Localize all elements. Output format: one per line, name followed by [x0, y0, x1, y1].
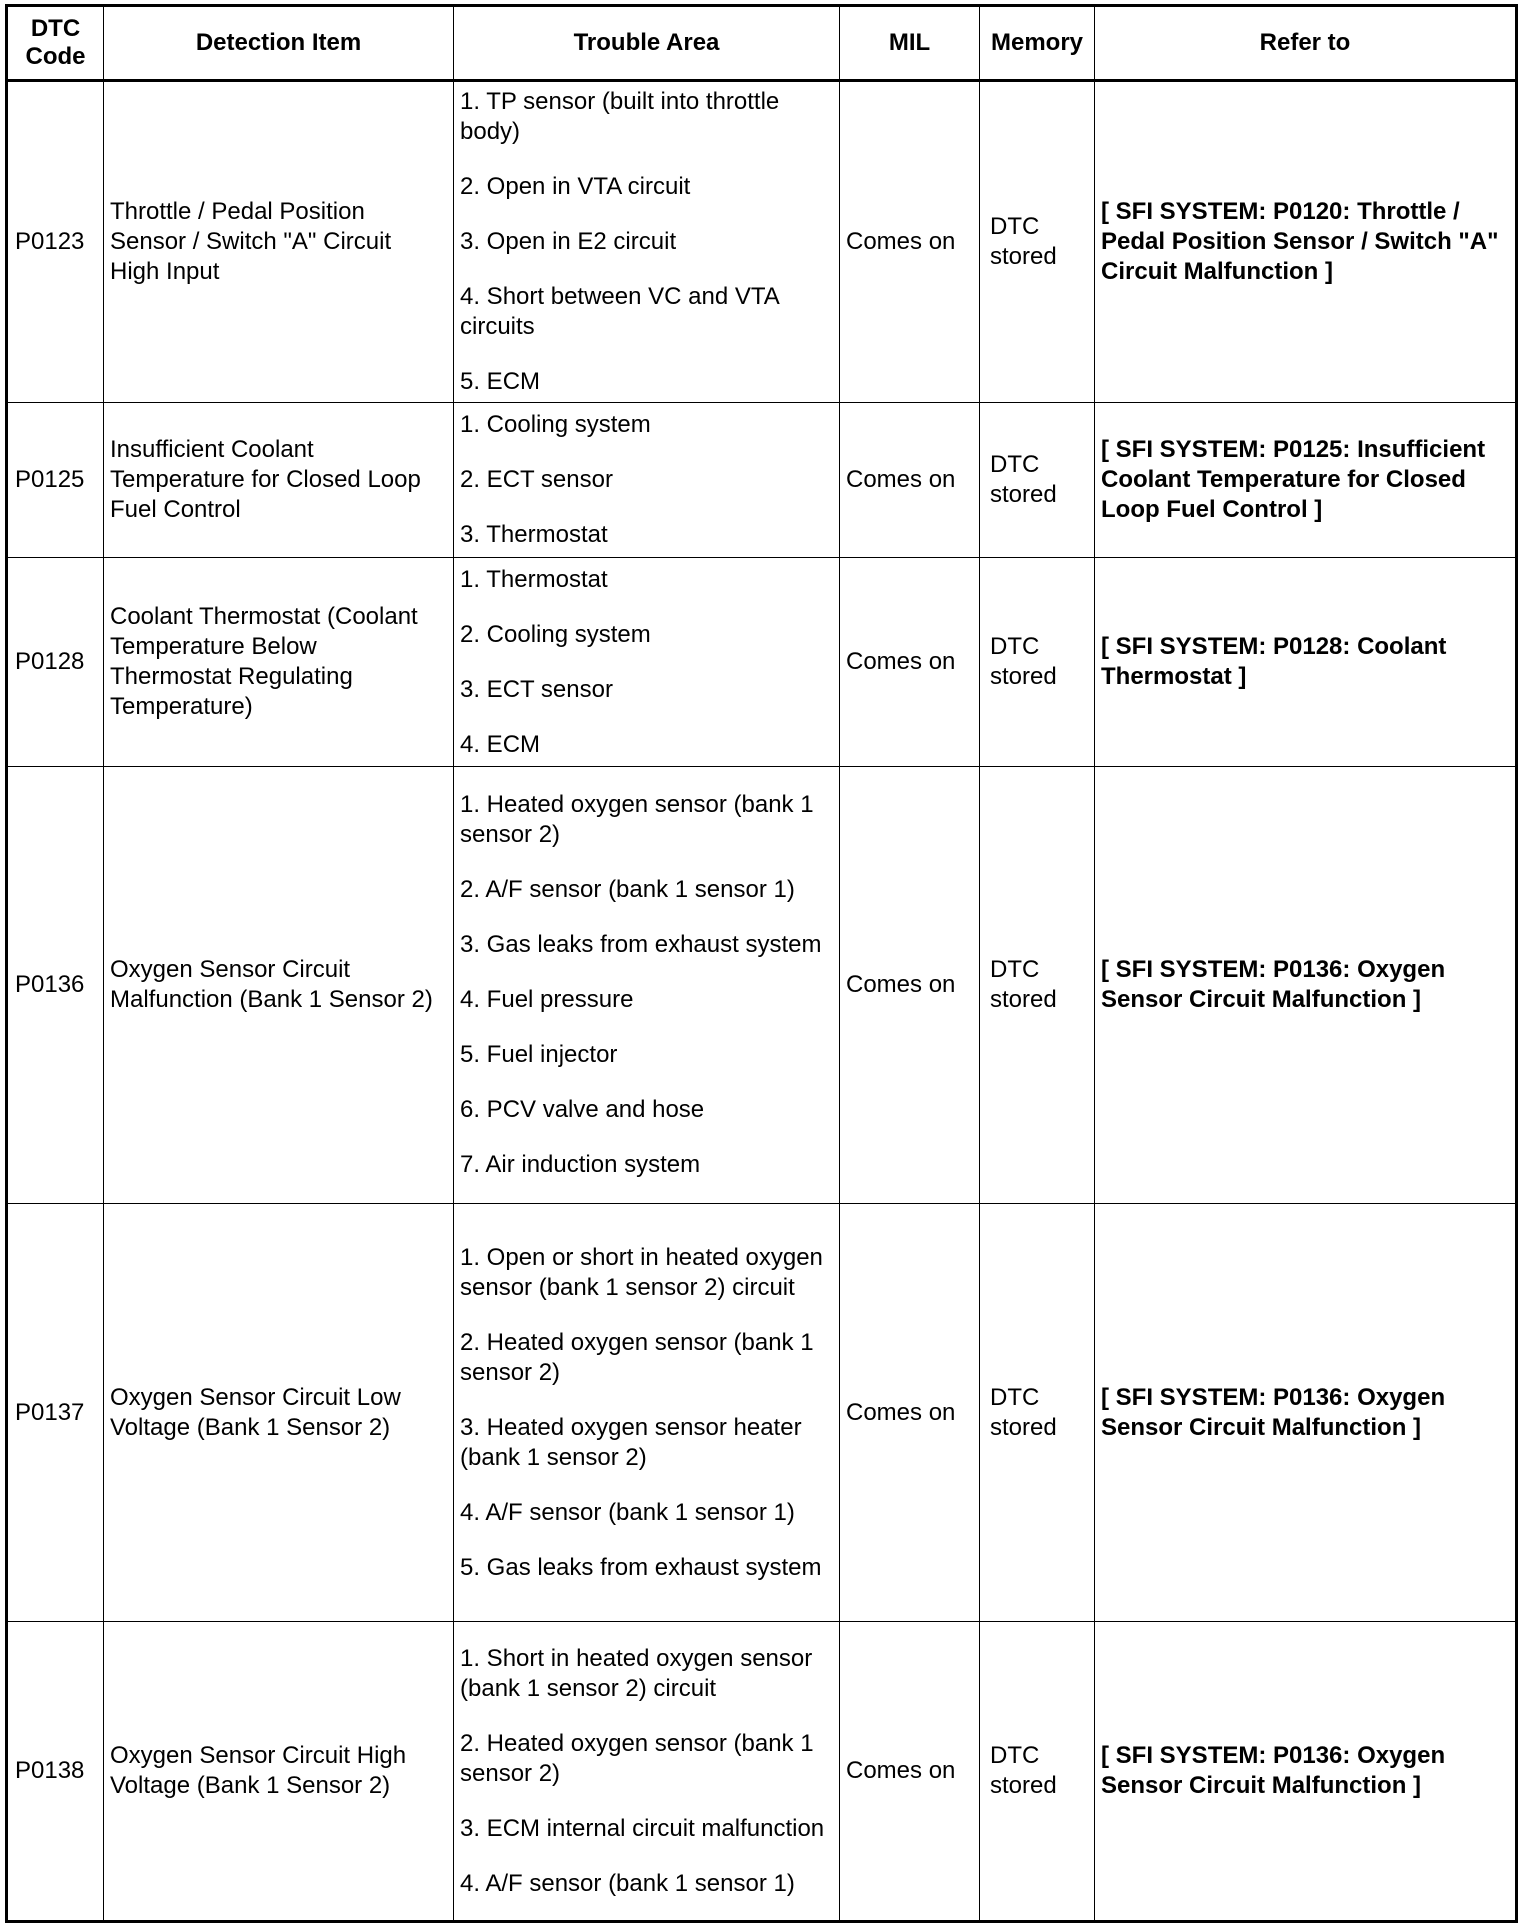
memory-cell — [980, 403, 1095, 558]
refer-to-cell: [ SFI SYSTEM: P0136: Oxygen Sensor Circuit Malfunction ] — [1095, 767, 1517, 1204]
memory-line: DTC — [990, 451, 1040, 478]
trouble-area-item: 2. ECT sensor — [460, 466, 613, 493]
mil-cell: Comes on — [840, 1204, 980, 1622]
memory-cell — [980, 558, 1095, 767]
table-row — [7, 558, 1517, 767]
trouble-area-item: 2. Heated oxygen sensor (bank 1 sensor 2) — [460, 1729, 814, 1787]
memory-line: stored — [990, 1772, 1057, 1799]
mil-cell: Comes on — [840, 558, 980, 767]
trouble-area-item: 4. A/F sensor (bank 1 sensor 1) — [460, 1869, 795, 1897]
trouble-area-item: 2. A/F sensor (bank 1 sensor 1) — [460, 876, 795, 903]
trouble-area-item: 3. Heated oxygen sensor heater (bank 1 sensor 2) — [460, 1413, 802, 1471]
header-trouble-area: Trouble Area — [454, 6, 840, 81]
header-detection-item: Detection Item — [104, 6, 454, 81]
header-memory: Memory — [980, 6, 1095, 81]
refer-to-cell: [ SFI SYSTEM: P0128: Coolant Thermostat ] — [1095, 558, 1517, 767]
trouble-area-item: 4. Short between VC and VTA circuits — [460, 283, 779, 340]
table-row — [7, 81, 1517, 403]
mil-cell: Comes on — [840, 1622, 980, 1922]
trouble-area-cell — [454, 1204, 840, 1622]
detection-item-cell: Oxygen Sensor Circuit High Voltage (Bank 1 Sensor 2) — [104, 1622, 454, 1922]
header-row — [7, 6, 1517, 81]
trouble-area-item: 3. ECM internal circuit malfunction — [460, 1814, 825, 1842]
memory-line: DTC — [990, 213, 1040, 240]
trouble-area-item: 3. Gas leaks from exhaust system — [460, 931, 822, 958]
header-refer-to: Refer to — [1095, 6, 1517, 81]
dtc-code-cell: P0123 — [7, 81, 104, 403]
memory-cell — [980, 81, 1095, 403]
refer-to-cell: [ SFI SYSTEM: P0136: Oxygen Sensor Circuit Malfunction ] — [1095, 1204, 1517, 1622]
memory-line: stored — [990, 1413, 1057, 1441]
refer-to-cell: [ SFI SYSTEM: P0125: Insufficient Coolant Temperature for Closed Loop Fuel Control ] — [1095, 403, 1517, 558]
memory-line: DTC — [990, 633, 1040, 660]
mil-cell: Comes on — [840, 81, 980, 403]
trouble-area-item: 1. Heated oxygen sensor (bank 1 sensor 2) — [460, 791, 814, 848]
trouble-area-item: 4. Fuel pressure — [460, 986, 634, 1013]
memory-line: stored — [990, 986, 1057, 1013]
trouble-area-item: 4. ECM — [460, 730, 541, 758]
table-row — [7, 403, 1517, 558]
refer-to-cell: [ SFI SYSTEM: P0136: Oxygen Sensor Circuit Malfunction ] — [1095, 1622, 1517, 1922]
trouble-area-item: 1. TP sensor (built into throttle body) — [460, 88, 780, 145]
detection-item-cell: Oxygen Sensor Circuit Low Voltage (Bank 1 Sensor 2) — [104, 1204, 454, 1622]
trouble-area-item: 5. Fuel injector — [460, 1041, 618, 1068]
memory-line: DTC — [990, 956, 1040, 983]
memory-cell — [980, 767, 1095, 1204]
trouble-area-cell — [454, 1622, 840, 1922]
header-dtc-code — [7, 6, 104, 81]
memory-line: stored — [990, 481, 1057, 508]
table-row — [7, 767, 1517, 1204]
trouble-area-item: 2. Cooling system — [460, 620, 651, 648]
trouble-area-cell — [454, 558, 840, 767]
memory-line: DTC — [990, 1742, 1040, 1769]
trouble-area-item: 3. ECT sensor — [460, 675, 613, 703]
memory-cell — [980, 1204, 1095, 1622]
memory-line: DTC — [990, 1383, 1040, 1411]
trouble-area-item: 2. Heated oxygen sensor (bank 1 sensor 2) — [460, 1328, 814, 1386]
detection-item-cell: Insufficient Coolant Temperature for Closed Loop Fuel Control — [104, 403, 454, 558]
memory-cell — [980, 1622, 1095, 1922]
table-row — [7, 1622, 1517, 1922]
dtc-code-cell: P0136 — [7, 767, 104, 1204]
detection-item-cell: Throttle / Pedal Position Sensor / Switch "A" Circuit High Input — [104, 81, 454, 403]
trouble-area-cell — [454, 403, 840, 558]
detection-item-cell: Coolant Thermostat (Coolant Temperature Below Thermostat Regulating Temperature) — [104, 558, 454, 767]
trouble-area-cell — [454, 767, 840, 1204]
trouble-area-item: 7. Air induction system — [460, 1151, 701, 1178]
trouble-area-item: 5. Gas leaks from exhaust system — [460, 1553, 822, 1581]
trouble-area-item: 1. Short in heated oxygen sensor (bank 1 sensor 2) circuit — [460, 1644, 813, 1702]
header-mil: MIL — [840, 6, 980, 81]
table-row — [7, 1204, 1517, 1622]
table-body — [7, 81, 1517, 1922]
dtc-code-cell: P0125 — [7, 403, 104, 558]
trouble-area-item: 1. Open or short in heated oxygen sensor (bank 1 sensor 2) circuit — [460, 1243, 823, 1301]
dtc-code-cell: P0128 — [7, 558, 104, 767]
trouble-area-cell — [454, 81, 840, 403]
refer-to-cell: [ SFI SYSTEM: P0120: Throttle / Pedal Position Sensor / Switch "A" Circuit Malfunction ] — [1095, 81, 1517, 403]
trouble-area-item: 2. Open in VTA circuit — [460, 173, 691, 200]
mil-cell: Comes on — [840, 767, 980, 1204]
dtc-code-cell: P0137 — [7, 1204, 104, 1622]
mil-cell: Comes on — [840, 403, 980, 558]
trouble-area-item: 4. A/F sensor (bank 1 sensor 1) — [460, 1498, 795, 1526]
memory-line: stored — [990, 663, 1057, 690]
trouble-area-item: 1. Thermostat — [460, 565, 608, 593]
trouble-area-item: 1. Cooling system — [460, 411, 651, 438]
header-dtc-code-label: DTC Code — [25, 15, 86, 70]
trouble-area-item: 3. Thermostat — [460, 521, 608, 548]
dtc-table — [5, 4, 1518, 1923]
detection-item-cell: Oxygen Sensor Circuit Malfunction (Bank 1 Sensor 2) — [104, 767, 454, 1204]
trouble-area-item: 3. Open in E2 circuit — [460, 228, 677, 255]
trouble-area-item: 6. PCV valve and hose — [460, 1096, 705, 1123]
dtc-code-cell: P0138 — [7, 1622, 104, 1922]
memory-line: stored — [990, 243, 1057, 270]
trouble-area-item: 5. ECM — [460, 368, 541, 395]
